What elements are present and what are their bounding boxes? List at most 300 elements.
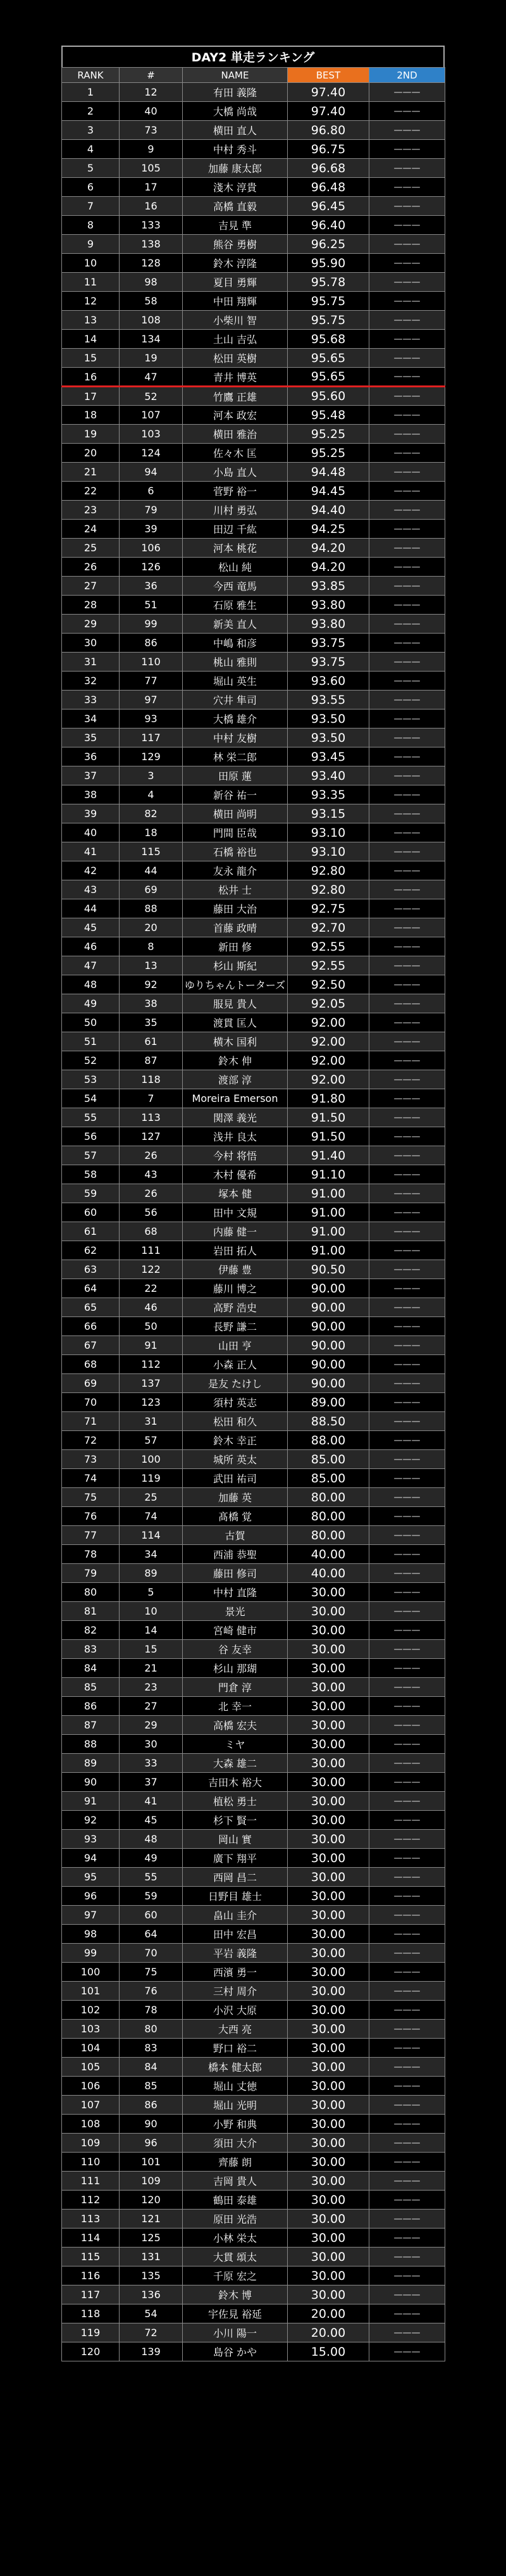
rank-cell: 8 <box>62 216 120 235</box>
second-cell: ——— <box>369 1431 445 1450</box>
name-cell: 宇佐見 裕延 <box>183 2304 288 2323</box>
rank-cell: 55 <box>62 1108 120 1127</box>
name-cell: 三村 周介 <box>183 1982 288 2001</box>
table-row <box>62 1659 445 1678</box>
table-row <box>62 653 445 672</box>
name-cell: 穴井 隼司 <box>183 691 288 710</box>
table-row <box>62 899 445 918</box>
second-cell: ——— <box>369 1469 445 1488</box>
table-row <box>62 178 445 197</box>
rank-cell: 62 <box>62 1241 120 1260</box>
best-cell: 92.55 <box>288 956 369 975</box>
name-cell: 景光 <box>183 1602 288 1621</box>
number-cell: 8 <box>120 937 183 956</box>
rank-cell: 72 <box>62 1431 120 1450</box>
number-cell: 117 <box>120 728 183 747</box>
best-cell: 30.00 <box>288 1849 369 1868</box>
table-row <box>62 254 445 273</box>
number-cell: 56 <box>120 1203 183 1222</box>
name-cell: 是友 たけし <box>183 1374 288 1393</box>
rank-cell: 50 <box>62 1013 120 1032</box>
name-cell: 原田 光浩 <box>183 2210 288 2229</box>
second-cell: ——— <box>369 1621 445 1640</box>
best-cell: 90.00 <box>288 1355 369 1374</box>
second-cell: ——— <box>369 2039 445 2058</box>
rank-cell: 51 <box>62 1032 120 1051</box>
rank-cell: 69 <box>62 1374 120 1393</box>
best-cell: 88.50 <box>288 1412 369 1431</box>
best-cell: 92.70 <box>288 918 369 937</box>
number-cell: 94 <box>120 463 183 482</box>
best-cell: 93.40 <box>288 766 369 785</box>
name-cell: 島谷 かや <box>183 2342 288 2361</box>
table-row <box>62 1089 445 1108</box>
name-cell: 松田 英樹 <box>183 349 288 368</box>
second-cell: ——— <box>369 254 445 273</box>
number-cell: 50 <box>120 1317 183 1336</box>
second-cell: ——— <box>369 2285 445 2304</box>
best-cell: 92.00 <box>288 1051 369 1070</box>
table-row <box>62 1621 445 1640</box>
table-row <box>62 861 445 880</box>
number-cell: 57 <box>120 1431 183 1450</box>
number-cell: 49 <box>120 1849 183 1868</box>
second-cell: ——— <box>369 994 445 1013</box>
second-cell: ——— <box>369 501 445 520</box>
best-cell: 91.00 <box>288 1222 369 1241</box>
second-cell: ——— <box>369 273 445 292</box>
second-cell: ——— <box>369 558 445 577</box>
name-cell: 石原 雅生 <box>183 596 288 615</box>
number-cell: 111 <box>120 1241 183 1260</box>
second-cell: ——— <box>369 1051 445 1070</box>
name-cell: 大橋 雄介 <box>183 710 288 728</box>
table-row <box>62 2210 445 2229</box>
second-cell: ——— <box>369 330 445 349</box>
second-cell: ——— <box>369 861 445 880</box>
name-cell: 杉山 那瑚 <box>183 1659 288 1678</box>
number-cell: 98 <box>120 273 183 292</box>
number-cell: 114 <box>120 1526 183 1545</box>
name-cell: 髙橋 覚 <box>183 1507 288 1526</box>
second-cell: ——— <box>369 1811 445 1830</box>
best-cell: 30.00 <box>288 1678 369 1697</box>
best-cell: 30.00 <box>288 2248 369 2267</box>
best-cell: 92.00 <box>288 1013 369 1032</box>
number-cell: 12 <box>120 83 183 102</box>
best-cell: 30.00 <box>288 1963 369 1982</box>
second-cell: ——— <box>369 1545 445 1564</box>
number-cell: 21 <box>120 1659 183 1678</box>
number-cell: 45 <box>120 1811 183 1830</box>
number-cell: 135 <box>120 2267 183 2285</box>
number-cell: 26 <box>120 1146 183 1165</box>
table-row <box>62 2020 445 2039</box>
best-cell: 96.45 <box>288 197 369 216</box>
second-cell: ——— <box>369 482 445 501</box>
table-row <box>62 2248 445 2267</box>
rank-cell: 22 <box>62 482 120 501</box>
rank-cell: 83 <box>62 1640 120 1659</box>
second-cell: ——— <box>369 2077 445 2096</box>
name-cell: 新田 修 <box>183 937 288 956</box>
second-cell: ——— <box>369 520 445 539</box>
name-cell: 林 栄二郎 <box>183 747 288 766</box>
name-cell: 松井 士 <box>183 880 288 899</box>
number-cell: 26 <box>120 1184 183 1203</box>
number-cell: 25 <box>120 1488 183 1507</box>
best-cell: 91.40 <box>288 1146 369 1165</box>
number-cell: 77 <box>120 672 183 691</box>
second-cell: ——— <box>369 975 445 994</box>
second-cell: ——— <box>369 1298 445 1317</box>
rank-cell: 70 <box>62 1393 120 1412</box>
number-cell: 88 <box>120 899 183 918</box>
best-cell: 95.90 <box>288 254 369 273</box>
rank-cell: 39 <box>62 804 120 823</box>
number-cell: 44 <box>120 861 183 880</box>
ranking-rows <box>62 83 445 2361</box>
number-cell: 72 <box>120 2323 183 2342</box>
second-cell: ——— <box>369 2210 445 2229</box>
name-cell: 浅井 良太 <box>183 1127 288 1146</box>
best-cell: 97.40 <box>288 102 369 121</box>
best-cell: 93.85 <box>288 577 369 596</box>
table-row <box>62 235 445 254</box>
table-row <box>62 975 445 994</box>
rank-cell: 32 <box>62 672 120 691</box>
second-cell: ——— <box>369 1830 445 1849</box>
table-row <box>62 2001 445 2020</box>
second-cell: ——— <box>369 1317 445 1336</box>
table-row <box>62 1982 445 2001</box>
best-cell: 40.00 <box>288 1564 369 1583</box>
second-cell: ——— <box>369 1089 445 1108</box>
second-cell: ——— <box>369 1165 445 1184</box>
best-cell: 30.00 <box>288 2267 369 2285</box>
rank-cell: 40 <box>62 823 120 842</box>
name-cell: 小川 陽一 <box>183 2323 288 2342</box>
number-cell: 39 <box>120 520 183 539</box>
table-row <box>62 1241 445 1260</box>
name-cell: 門倉 淳 <box>183 1678 288 1697</box>
rank-cell: 56 <box>62 1127 120 1146</box>
table-row <box>62 1146 445 1165</box>
number-cell: 136 <box>120 2285 183 2304</box>
second-cell: ——— <box>369 140 445 159</box>
number-cell: 31 <box>120 1412 183 1431</box>
rank-cell: 73 <box>62 1450 120 1469</box>
table-row <box>62 1469 445 1488</box>
name-cell: 田中 文規 <box>183 1203 288 1222</box>
best-cell: 95.65 <box>288 368 369 387</box>
table-row <box>62 121 445 140</box>
best-cell: 93.15 <box>288 804 369 823</box>
number-cell: 118 <box>120 1070 183 1089</box>
second-cell: ——— <box>369 1773 445 1792</box>
number-cell: 36 <box>120 577 183 596</box>
number-cell: 19 <box>120 349 183 368</box>
second-cell: ——— <box>369 2267 445 2285</box>
rank-cell: 27 <box>62 577 120 596</box>
best-cell: 89.00 <box>288 1393 369 1412</box>
rank-cell: 104 <box>62 2039 120 2058</box>
best-cell: 20.00 <box>288 2304 369 2323</box>
name-cell: 小沢 大原 <box>183 2001 288 2020</box>
number-cell: 99 <box>120 615 183 634</box>
table-row <box>62 1298 445 1317</box>
best-cell: 92.80 <box>288 880 369 899</box>
best-cell: 93.75 <box>288 653 369 672</box>
name-cell: 川村 勇弘 <box>183 501 288 520</box>
name-cell: 友永 龍介 <box>183 861 288 880</box>
table-row <box>62 1868 445 1887</box>
name-cell: 土山 吉弘 <box>183 330 288 349</box>
name-cell: 今西 竜馬 <box>183 577 288 596</box>
name-cell: 杉下 賢一 <box>183 1811 288 1830</box>
second-cell: ——— <box>369 2096 445 2115</box>
rank-cell: 81 <box>62 1602 120 1621</box>
name-cell: 鶴田 泰雄 <box>183 2191 288 2210</box>
best-cell: 30.00 <box>288 1982 369 2001</box>
table-row <box>62 2172 445 2191</box>
name-cell: 高野 浩史 <box>183 1298 288 1317</box>
table-row <box>62 273 445 292</box>
table-row <box>62 1317 445 1336</box>
rank-cell: 33 <box>62 691 120 710</box>
number-cell: 17 <box>120 178 183 197</box>
second-cell: ——— <box>369 235 445 254</box>
second-cell: ——— <box>369 1279 445 1298</box>
name-cell: 堀山 丈徳 <box>183 2077 288 2096</box>
rank-cell: 90 <box>62 1773 120 1792</box>
best-cell: 30.00 <box>288 1944 369 1963</box>
best-cell: 30.00 <box>288 1811 369 1830</box>
number-cell: 90 <box>120 2115 183 2134</box>
best-cell: 30.00 <box>288 2020 369 2039</box>
name-cell: 熊谷 勇樹 <box>183 235 288 254</box>
rank-cell: 44 <box>62 899 120 918</box>
best-cell: 90.00 <box>288 1317 369 1336</box>
rank-cell: 17 <box>62 387 120 406</box>
rank-cell: 4 <box>62 140 120 159</box>
second-cell: ——— <box>369 444 445 463</box>
second-cell: ——— <box>369 292 445 311</box>
best-cell: 85.00 <box>288 1469 369 1488</box>
rank-cell: 115 <box>62 2248 120 2267</box>
name-cell: 横田 雅治 <box>183 425 288 444</box>
name-cell: 小林 栄太 <box>183 2229 288 2248</box>
rank-cell: 9 <box>62 235 120 254</box>
number-cell: 7 <box>120 1089 183 1108</box>
second-cell: ——— <box>369 121 445 140</box>
rank-cell: 98 <box>62 1925 120 1944</box>
best-cell: 93.60 <box>288 672 369 691</box>
number-cell: 127 <box>120 1127 183 1146</box>
second-cell: ——— <box>369 83 445 102</box>
second-cell: ——— <box>369 349 445 368</box>
number-cell: 58 <box>120 292 183 311</box>
best-cell: 30.00 <box>288 1602 369 1621</box>
table-row <box>62 1051 445 1070</box>
rank-cell: 82 <box>62 1621 120 1640</box>
second-cell: ——— <box>369 1127 445 1146</box>
name-cell: 田中 宏昌 <box>183 1925 288 1944</box>
rank-cell: 119 <box>62 2323 120 2342</box>
number-cell: 6 <box>120 482 183 501</box>
second-cell: ——— <box>369 615 445 634</box>
table-row <box>62 615 445 634</box>
name-cell: 山田 亨 <box>183 1336 288 1355</box>
best-cell: 93.50 <box>288 710 369 728</box>
second-cell: ——— <box>369 1963 445 1982</box>
rank-cell: 52 <box>62 1051 120 1070</box>
rank-cell: 113 <box>62 2210 120 2229</box>
table-row <box>62 672 445 691</box>
number-cell: 106 <box>120 539 183 558</box>
table-row <box>62 1070 445 1089</box>
name-cell: 首藤 政晴 <box>183 918 288 937</box>
table-row <box>62 1925 445 1944</box>
rank-cell: 100 <box>62 1963 120 1982</box>
best-cell: 93.35 <box>288 785 369 804</box>
table-row <box>62 785 445 804</box>
number-cell: 122 <box>120 1260 183 1279</box>
table-row <box>62 292 445 311</box>
second-cell: ——— <box>369 178 445 197</box>
best-cell: 96.48 <box>288 178 369 197</box>
second-cell: ——— <box>369 596 445 615</box>
name-cell: 長野 謙二 <box>183 1317 288 1336</box>
number-cell: 5 <box>120 1583 183 1602</box>
rank-cell: 110 <box>62 2153 120 2172</box>
number-cell: 134 <box>120 330 183 349</box>
number-cell: 27 <box>120 1697 183 1716</box>
name-cell: 田辺 千紘 <box>183 520 288 539</box>
best-cell: 30.00 <box>288 2229 369 2248</box>
second-cell: ——— <box>369 1849 445 1868</box>
rank-cell: 94 <box>62 1849 120 1868</box>
best-cell: 92.55 <box>288 937 369 956</box>
rank-cell: 16 <box>62 368 120 387</box>
number-cell: 128 <box>120 254 183 273</box>
name-cell: 今村 将悟 <box>183 1146 288 1165</box>
second-cell: ——— <box>369 2020 445 2039</box>
second-cell: ——— <box>369 216 445 235</box>
best-cell: 96.75 <box>288 140 369 159</box>
second-cell: ——— <box>369 1222 445 1241</box>
best-header: BEST <box>288 68 369 83</box>
rank-cell: 43 <box>62 880 120 899</box>
best-cell: 30.00 <box>288 2077 369 2096</box>
table-row <box>62 349 445 368</box>
table-row <box>62 1165 445 1184</box>
rank-cell: 99 <box>62 1944 120 1963</box>
table-row <box>62 1108 445 1127</box>
rank-cell: 14 <box>62 330 120 349</box>
name-cell: 大貫 頌太 <box>183 2248 288 2267</box>
table-row <box>62 1887 445 1906</box>
best-cell: 90.50 <box>288 1260 369 1279</box>
table-row <box>62 804 445 823</box>
second-cell: ——— <box>369 2172 445 2191</box>
rank-cell: 120 <box>62 2342 120 2361</box>
name-cell: 青井 博英 <box>183 368 288 387</box>
table-row <box>62 1735 445 1754</box>
table-row <box>62 710 445 728</box>
second-cell: ——— <box>369 1241 445 1260</box>
name-cell: 古賀 <box>183 1526 288 1545</box>
name-cell: 小柴川 智 <box>183 311 288 330</box>
best-cell: 97.40 <box>288 83 369 102</box>
best-cell: 96.68 <box>288 159 369 178</box>
second-cell: ——— <box>369 1108 445 1127</box>
number-cell: 52 <box>120 387 183 406</box>
table-row <box>62 1013 445 1032</box>
best-cell: 30.00 <box>288 1640 369 1659</box>
number-cell: 30 <box>120 1735 183 1754</box>
best-cell: 93.50 <box>288 728 369 747</box>
rank-cell: 25 <box>62 539 120 558</box>
second-cell: ——— <box>369 1488 445 1507</box>
number-cell: 55 <box>120 1868 183 1887</box>
table-row <box>62 918 445 937</box>
table-row <box>62 1507 445 1526</box>
number-cell: 86 <box>120 634 183 653</box>
table-row <box>62 2153 445 2172</box>
number-cell: 70 <box>120 1944 183 1963</box>
second-cell: ——— <box>369 1070 445 1089</box>
second-cell: ——— <box>369 880 445 899</box>
number-cell: 61 <box>120 1032 183 1051</box>
name-cell: 西濱 勇一 <box>183 1963 288 1982</box>
best-cell: 30.00 <box>288 2039 369 2058</box>
table-row <box>62 1222 445 1241</box>
number-cell: 43 <box>120 1165 183 1184</box>
second-cell: ——— <box>369 1412 445 1431</box>
second-cell: ——— <box>369 823 445 842</box>
best-cell: 96.80 <box>288 121 369 140</box>
table-row <box>62 330 445 349</box>
rank-cell: 63 <box>62 1260 120 1279</box>
best-cell: 94.45 <box>288 482 369 501</box>
table-row <box>62 1488 445 1507</box>
number-cell: 93 <box>120 710 183 728</box>
number-cell: 60 <box>120 1906 183 1925</box>
name-cell: 吉岡 貴人 <box>183 2172 288 2191</box>
second-cell: ——— <box>369 1944 445 1963</box>
table-row <box>62 197 445 216</box>
best-cell: 30.00 <box>288 1773 369 1792</box>
rank-cell: 95 <box>62 1868 120 1887</box>
table-row <box>62 83 445 102</box>
table-row <box>62 1640 445 1659</box>
best-cell: 94.48 <box>288 463 369 482</box>
best-cell: 92.00 <box>288 1070 369 1089</box>
second-cell: ——— <box>369 1887 445 1906</box>
number-cell: 110 <box>120 653 183 672</box>
number-cell: 23 <box>120 1678 183 1697</box>
best-cell: 30.00 <box>288 2191 369 2210</box>
best-cell: 40.00 <box>288 1545 369 1564</box>
best-cell: 30.00 <box>288 2134 369 2153</box>
best-cell: 92.75 <box>288 899 369 918</box>
table-row <box>62 2077 445 2096</box>
best-cell: 93.80 <box>288 615 369 634</box>
table-row <box>62 1602 445 1621</box>
name-cell: 宮崎 健市 <box>183 1621 288 1640</box>
rank-cell: 3 <box>62 121 120 140</box>
